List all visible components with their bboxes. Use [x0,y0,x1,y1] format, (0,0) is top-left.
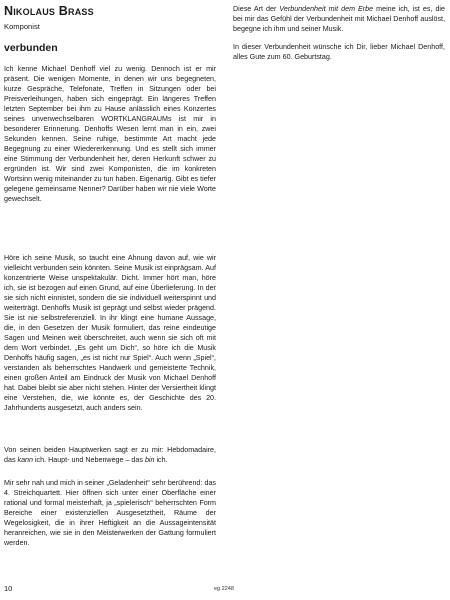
emphasis: kann [17,456,33,464]
left-paragraph-3 [4,445,216,465]
right-paragraph-1 [233,4,445,34]
text-run: meine ich, ist es, die bei mir das Gefühl der Verbundenheit mit Michael Denhoff auslöst, begegne ich ihm und seiner Musik. [233,5,445,33]
text-run: Von seinen beiden Hauptwerken sagt er zu mir: Hebdomadaire, das [4,446,216,464]
left-paragraph-4: Mir sehr nah und mich in seiner „Geladenheit“ sehr berührend: das 4. Streichquartett. Hier öffnen sich unter einer Oberfläche einer rational und formal meisterhaft, ja „spielerisch“ beherrschten Form Bereiche einer existenziellen Ausgesetztheit, Räume der Wegelosigkeit, die in ihrer Heftigkeit an die Aussageintensität heranreichen, wie sie in den Meisterwerken der Gattung formuliert werden. [4,479,216,547]
article-title: verbunden [4,42,58,54]
emphasis: Verbundenheit mit dem Erbe [279,5,374,13]
edition-code: eg 2248 [214,586,234,592]
author-name: Nikolaus Brass [4,4,94,18]
author-role: Komponist [4,22,40,31]
left-paragraph-1: Ich kenne Michael Denhoff viel zu wenig. Dennoch ist er mir präsent. Die wenigen Momente, in denen wir uns begegneten, kurze Gespräche, Telefonate, Treffen in Sitzungen oder bei Preisverleihungen, haben sich eingeprägt. Ein längeres Treffen letzten September bei ihm zu Hause anlässlich eines Konzertes seines unverwechselbaren WORTKLANGRAUMs ist mir in besonderer Erinnerung. Denhoffs Wesen lernt man in ein, zwei Sekunden kennen. Seine ruhige, bestimmte Art macht jede Begegnung zu einer Wiedererkennung. Und es stellt sich immer eine Stimmung der Verbundenheit her, deren Herkunft schwer zu ergründen ist. Wir sind zwei Komponisten, die im konkreten Wortsinn wenig miteinander zu tun haben. Eigenartig. Gibt es tiefer gelegene gemeinsame Nenner? Darüber haben wir nie viele Worte gewechselt. [4,65,216,203]
text-run: Diese Art der [233,5,280,13]
page-number: 10 [4,584,13,593]
right-paragraph-2: In dieser Verbundenheit wünsche ich Dir, lieber Michael Denhoff, alles Gute zum 60. Geburtstag. [233,43,445,61]
stamp-mark [103,523,121,535]
text-run: ich. [154,456,168,464]
text-run: ich. Haupt- und Nebenwege – das [32,456,145,464]
emphasis: bin [144,456,155,464]
left-paragraph-2: Höre ich seine Musik, so taucht eine Ahnung davon auf, wie wir vielleicht verbunden sein könnten. Seine Musik ist einprägsam. Auf konzentrierte Weise unspektakulär. Dicht. Immer hört man, höre ich, sie ist bezogen auf einen Grund, auf eine Überlieferung. In der sie sich nicht einnistet, sondern die sie individuell weiterspinnt und weiterträgt. Denhoffs Musik ist geprägt und selbst wieder prägend. Sie ist nie selbstreferenziell. In ihr klingt eine humane Aussage, die, in den Gesetzen der Musik formuliert, das reine eindeutige Sagen und Meinen weit überschreitet, auch wenn sie sich oft mit dem Wort verbindet. „Es geht um Dich“, so höre ich die Musik Denhoffs häufig sagen, „es ist nicht nur Spiel“. Auch wenn „Spiel“, verstanden als beherrschtes Handwerk und gemeisterte Technik, einen großen Anteil am Eindruck der Musik von Michael Denhoff hat. Dabei bleibt sie aber nicht stehen. Hinter der Versiertheit klingt eine Verstehen, die, wie könnte es, der Geschichte des 20. Jahrhunderts ausgesetzt, auch anders sein. [4,254,216,412]
